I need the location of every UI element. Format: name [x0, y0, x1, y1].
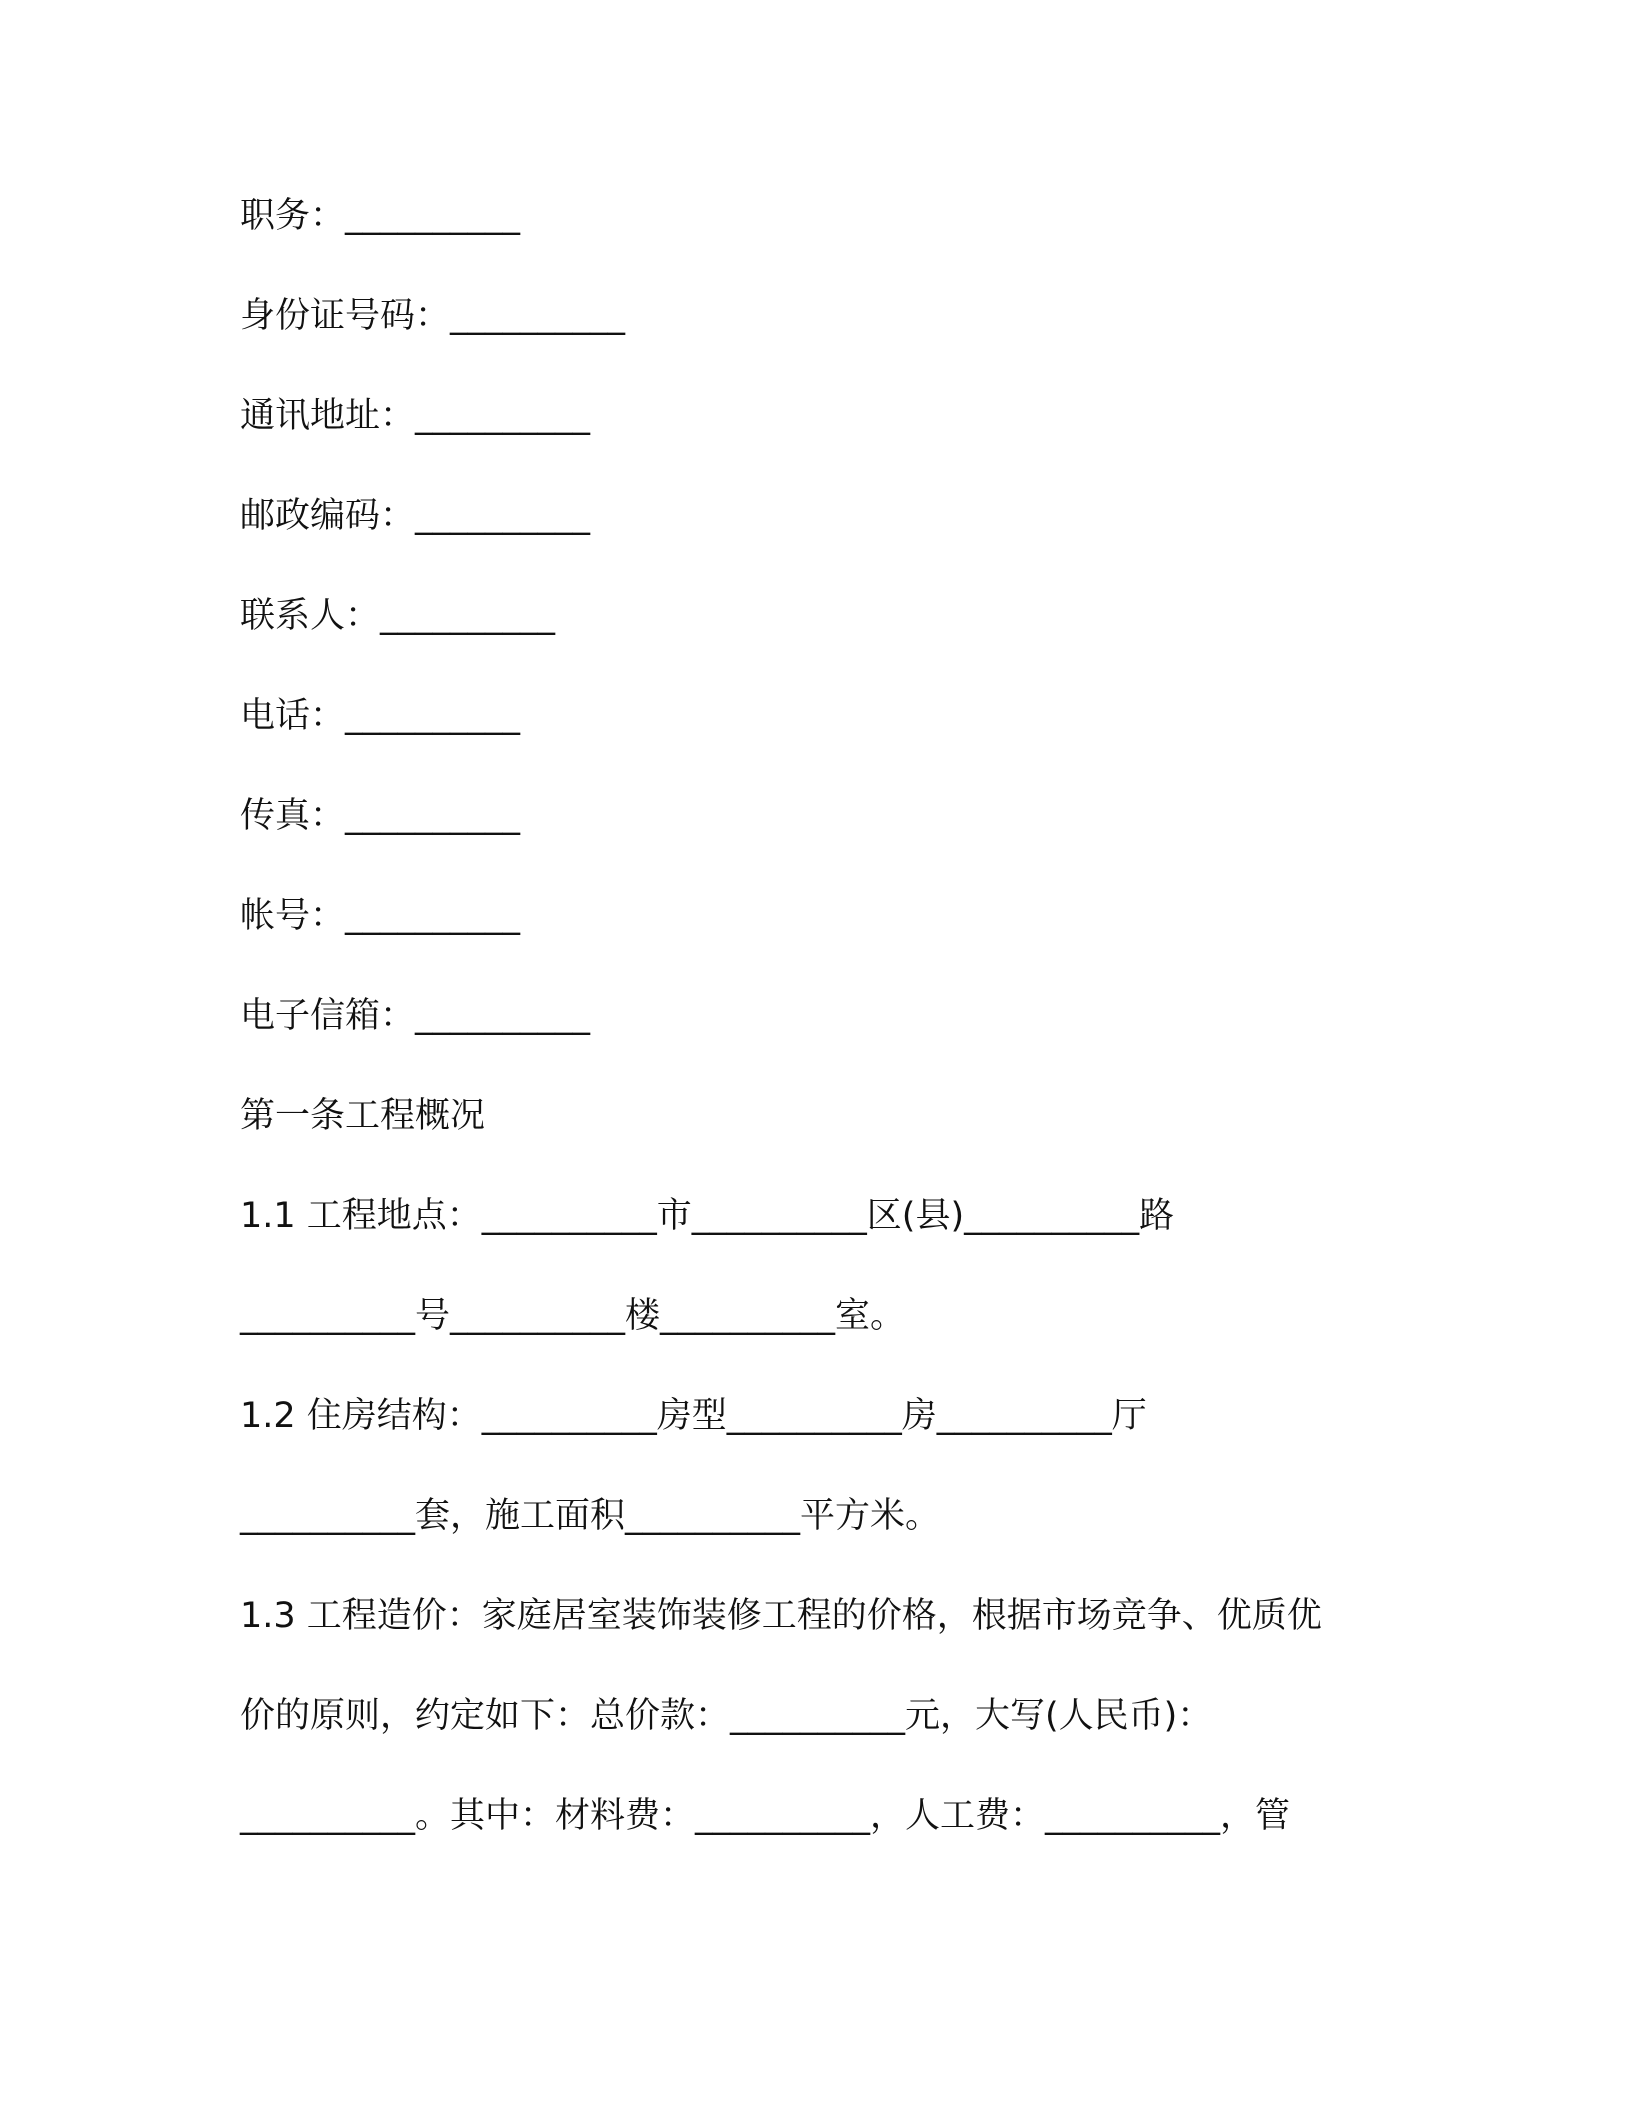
field-postal-code: 邮政编码：__________ — [240, 496, 591, 536]
clause-1-3-line-2: 价的原则，约定如下：总价款：__________元，大写(人民币)： — [240, 1696, 1213, 1736]
field-position: 职务：__________ — [240, 196, 521, 236]
clause-1-1-line-1: 1.1 工程地点：__________市__________区(县)__________路 — [240, 1196, 1175, 1236]
clause-1-3-line-1: 1.3 工程造价：家庭居室装饰装修工程的价格，根据市场竞争、优质优 — [240, 1596, 1322, 1636]
field-id-number: 身份证号码：__________ — [240, 296, 626, 336]
clause-1-2-line-2: __________套，施工面积__________平方米。 — [240, 1496, 941, 1536]
field-contact-person: 联系人：__________ — [240, 596, 556, 636]
clause-1-2-line-1: 1.2 住房结构：__________房型__________房__________厅 — [240, 1396, 1147, 1436]
field-mailing-address: 通讯地址：__________ — [240, 396, 591, 436]
field-fax: 传真：__________ — [240, 796, 521, 836]
field-account: 帐号：__________ — [240, 896, 521, 936]
field-email: 电子信箱：__________ — [240, 996, 591, 1036]
field-phone: 电话：__________ — [240, 696, 521, 736]
clause-1-3-line-3: __________。其中：材料费：__________，人工费：__________，管 — [240, 1796, 1291, 1836]
clause-1-1-line-2: __________号__________楼__________室。 — [240, 1296, 906, 1336]
section-heading: 第一条工程概况 — [240, 1096, 486, 1136]
